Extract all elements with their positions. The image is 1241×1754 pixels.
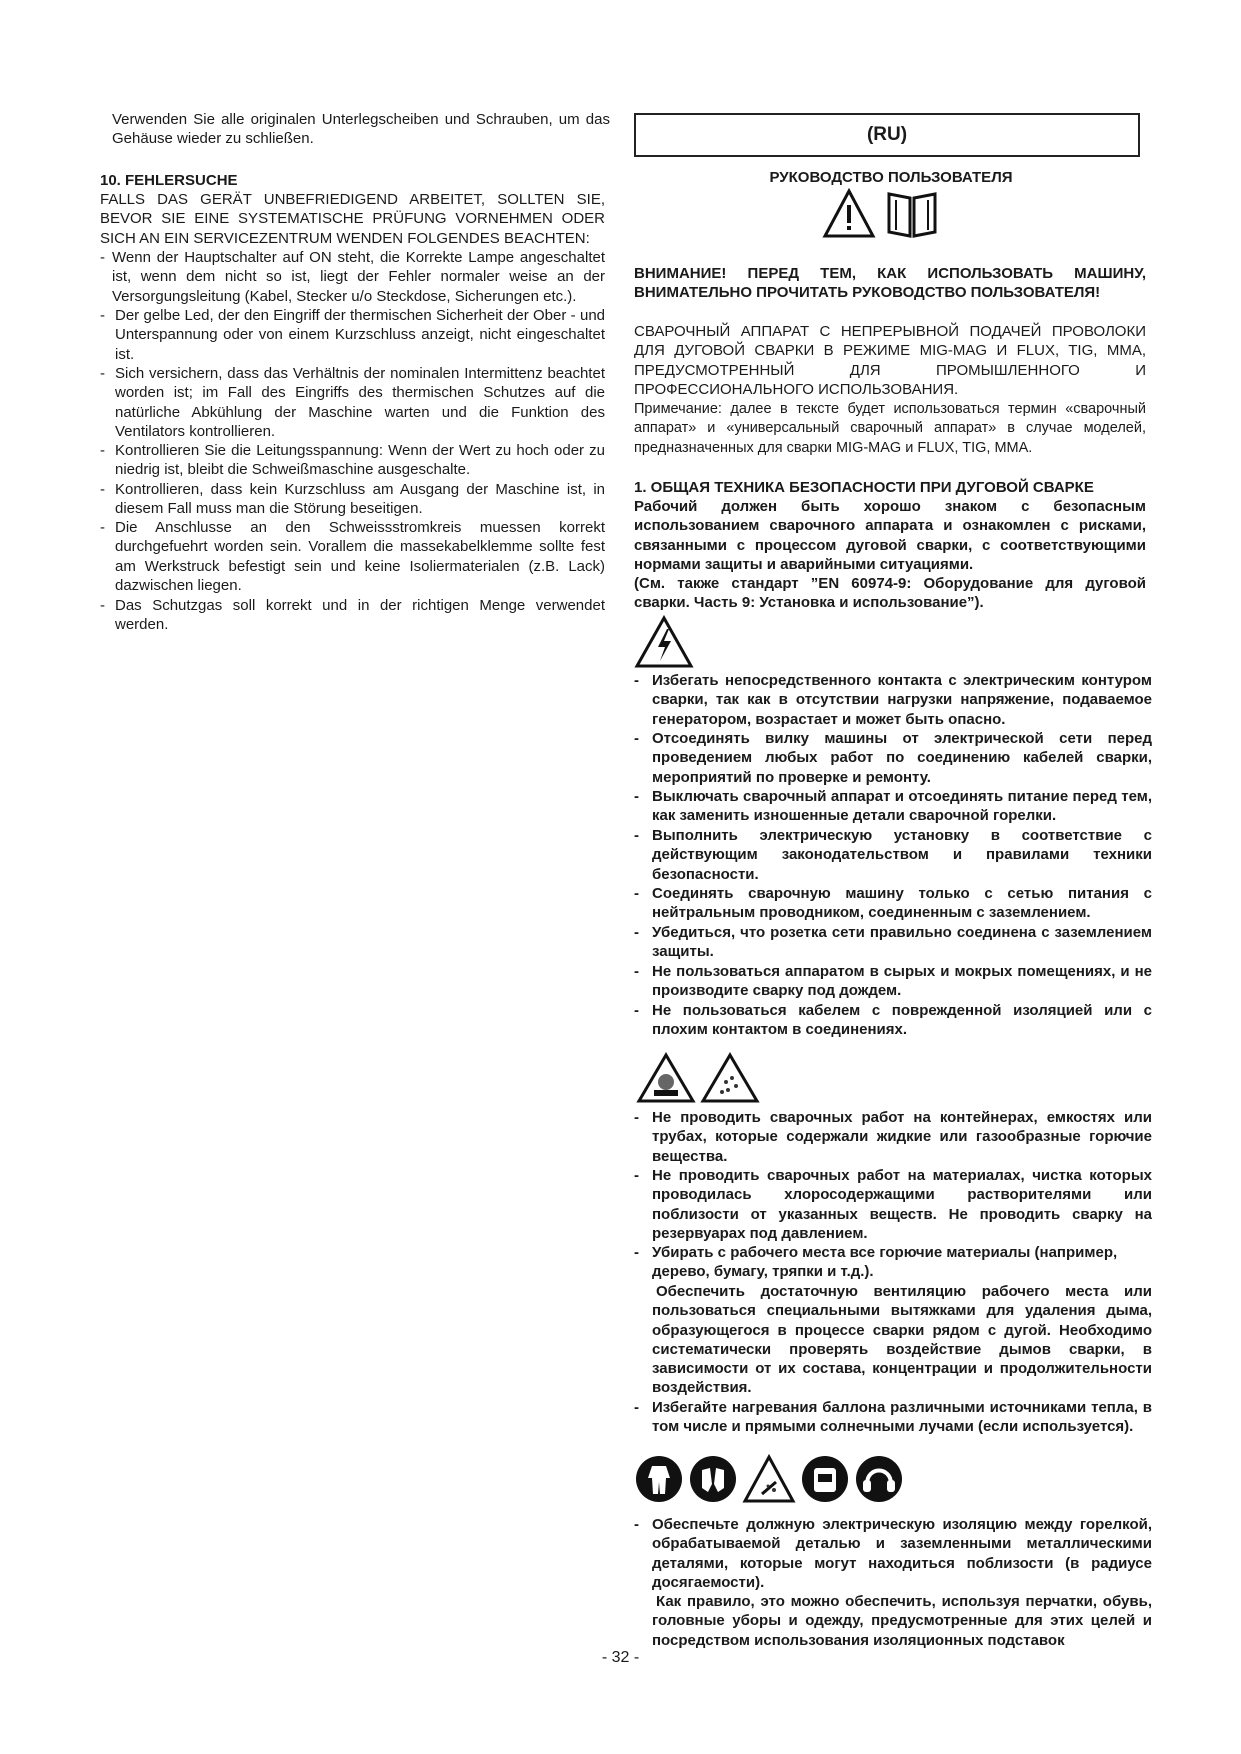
list-dash: - bbox=[100, 519, 105, 536]
ventilation-text: Обеспечить достаточную вентиляцию рабочего места или пользоваться специальными вытяжками для удаления дыма, образующегося в процессе сварки рядом с дугой. Необходимо систематически проверять воздействие дымов сварки, в зависимости от их состава, концентрации и продолжительности воздействия. bbox=[652, 1283, 1152, 1397]
list-dash: - bbox=[634, 1516, 639, 1533]
list-item: Die Anschlusse an den Schweissstromkreis muessen korrekt durchgefuehrt worden sein. Vorallem die massekabelklemme sollte fest am Werkstruck befestigt sein und keine Isoliermaterialen (z.B. Lack) dazwischen liegen. bbox=[115, 519, 605, 594]
list-item: Не проводить сварочных работ на контейнерах, емкостях или трубах, которые содержали жидкие или газообразные горючие вещества. bbox=[652, 1109, 1152, 1165]
list-dash: - bbox=[634, 1399, 639, 1416]
warning-text: ВНИМАНИЕ! ПЕРЕД ТЕМ, КАК ИСПОЛЬЗОВАТЬ МАШИНУ, ВНИМАТЕЛЬНО ПРОЧИТАТЬ РУКОВОДСТВО ПОЛЬЗОВАТЕЛЯ! bbox=[634, 265, 1146, 302]
list-item: Sich versichern, dass das Verhältnis der nominalen Intermittenz beachtet worden ist; im Fall des Eingriffs des thermischen Schutzes auf die natürliche Abkühlung der Maschine warten und die Funktion des Ventilators kontrollieren. bbox=[115, 365, 605, 440]
list-item: Kontrollieren Sie die Leitungsspannung: Wenn der Wert zu hoch oder zu niedrig ist, bleibt die Schweißmaschine ausgeschalte. bbox=[115, 442, 605, 479]
list-item: Избегать непосредственного контакта с электрическим контуром сварки, так как в отсутствии нагрузки напряжение, подаваемое генератором, возрастает и может быть опасно. bbox=[652, 672, 1152, 728]
list-dash: - bbox=[634, 827, 639, 844]
list-item: Соединять сварочную машину только с сетью питания с нейтральным проводником, соединенным с заземлением. bbox=[652, 885, 1152, 922]
list-item: Обеспечьте должную электрическую изоляцию между горелкой, обрабатываемой деталью и заземленными металлическими деталями, которые могут находиться поблизости (в радиусе досягаемости). bbox=[652, 1516, 1152, 1591]
list-dash: - bbox=[100, 442, 105, 459]
list-item: Kontrollieren, dass kein Kurzschluss am Ausgang der Maschine ist, in diesem Fall muss man die Störung beseitigen. bbox=[115, 481, 605, 518]
language-box bbox=[634, 113, 1140, 157]
fire-hazard-icon bbox=[700, 1052, 760, 1104]
list-item: Выполнить электрическую установку в соответствие с действующим законодательством и правилами техники безопасности. bbox=[652, 827, 1152, 883]
list-item: Не проводить сварочных работ на материалах, чистка которых проводилась хлоросодержащими растворителями или поблизости от указанных веществ. Не проводить сварку на резервуарах под давлением. bbox=[652, 1167, 1152, 1242]
list-dash: - bbox=[100, 249, 105, 266]
list-dash: - bbox=[634, 1167, 639, 1184]
list-dash: - bbox=[634, 885, 639, 902]
list-dash: - bbox=[634, 963, 639, 980]
list-dash: - bbox=[634, 672, 639, 689]
list-dash: - bbox=[100, 597, 105, 614]
machine-description: СВАРОЧНЫЙ АППАРАТ С НЕПРЕРЫВНОЙ ПОДАЧЕЙ ПРОВОЛОКИ ДЛЯ ДУГОВОЙ СВАРКИ В РЕЖИМЕ MIG-MAG И FLUX, TIG, MMA, ПРЕДУСМОТРЕННЫЙ ДЛЯ ПРОМЫШЛЕННОГО И ПРОФЕССИОНАЛЬНОГО ИСПОЛЬЗОВАНИЯ. bbox=[634, 323, 1146, 398]
list-item: Выключать сварочный аппарат и отсоединять питание перед тем, как заменить изношенные детали сварочной горелки. bbox=[652, 788, 1152, 825]
electric-shock-icon bbox=[634, 615, 694, 669]
list-item: Не пользоваться кабелем с поврежденной изоляцией или с плохим контактом в соединениях. bbox=[652, 1002, 1152, 1039]
section-intro-fehlersuche: FALLS DAS GERÄT UNBEFRIEDIGEND ARBEITET, SOLLTEN SIE, BEVOR SIE EINE SYSTEMATISCHE PRÜFUNG VORNEHMEN ODER SICH AN EIN SERVICEZENTRUM WENDEN FOLGENDES BEACHTEN: bbox=[100, 191, 605, 247]
list-dash: - bbox=[634, 1109, 639, 1126]
warning-triangle-icon bbox=[822, 188, 876, 240]
face-shield-icon bbox=[800, 1454, 850, 1504]
list-item: Das Schutzgas soll korrekt und in der richtigen Menge verwendet werden. bbox=[115, 597, 605, 634]
list-dash: - bbox=[634, 1244, 639, 1261]
list-item: Der gelbe Led, der den Eingriff der thermischen Sicherheit der Ober - und Unterspannung oder von einem Kurzschluss anzeigt, nicht eingeschaltet ist. bbox=[115, 307, 605, 363]
list-dash: - bbox=[100, 481, 105, 498]
sparks-hazard-icon bbox=[742, 1454, 796, 1504]
page-number: - 32 - bbox=[601, 1649, 640, 1666]
explosion-hazard-icon bbox=[636, 1052, 696, 1104]
list-item: Не пользоваться аппаратом в сырых и мокрых помещениях, и не производите сварку под дождем. bbox=[652, 963, 1152, 1000]
gloves-icon bbox=[688, 1454, 738, 1504]
standard-reference: (См. также стандарт ”EN 60974-9: Оборудование для дуговой сварки. Часть 9: Установка и использование”). bbox=[634, 575, 1146, 612]
list-dash: - bbox=[100, 307, 105, 324]
section-title-fehlersuche: 10. FEHLERSUCHE bbox=[100, 172, 238, 189]
list-dash: - bbox=[100, 365, 105, 382]
ear-protection-icon bbox=[854, 1454, 904, 1504]
manual-title: РУКОВОДСТВО ПОЛЬЗОВАТЕЛЯ bbox=[769, 169, 1013, 186]
list-item: Избегайте нагревания баллона различными источниками тепла, в том числе и прямыми солнечными лучами (если используется). bbox=[652, 1399, 1152, 1436]
section-title-safety: 1. ОБЩАЯ ТЕХНИКА БЕЗОПАСНОСТИ ПРИ ДУГОВОЙ СВАРКЕ bbox=[634, 479, 1094, 496]
list-dash: - bbox=[634, 924, 639, 941]
language-code: (RU) bbox=[866, 124, 908, 145]
list-dash: - bbox=[634, 788, 639, 805]
manual-book-icon bbox=[886, 188, 938, 240]
list-item: Wenn der Hauptschalter auf ON steht, die Korrekte Lampe angeschaltet ist, wenn dem nicht so ist, liegt der Fehler normaler weise an der Versorgungsleitung (Kabel, Stecker u/o Steckdose, Sicherungen etc.). bbox=[112, 249, 605, 305]
intro-text: Verwenden Sie alle originalen Unterlegscheiben und Schrauben, um das Gehäuse wieder zu schließen. bbox=[112, 111, 610, 148]
protective-clothing-icon bbox=[634, 1454, 684, 1504]
insulation-extra-text: Как правило, это можно обеспечить, используя перчатки, обувь, головные уборы и одежду, предусмотренные для этих целей и посредством использования изоляционных подставок bbox=[652, 1593, 1152, 1649]
note-text: Примечание: далее в тексте будет использоваться термин «сварочный аппарат» и «универсальный сварочный аппарат» в случае моделей, предназначенных для сварки MIG-MAG и FLUX, TIG, MMA. bbox=[634, 401, 1146, 456]
list-item: Убирать с рабочего места все горючие материалы (например, дерево, бумагу, тряпки и т.д.). bbox=[652, 1244, 1118, 1281]
section-intro-safety: Рабочий должен быть хорошо знаком с безопасным использованием сварочного аппарата и ознакомлен с рисками, связанными с процессом дуговой сварки, с соответствующими нормами защиты и аварийными ситуациями. bbox=[634, 498, 1146, 573]
list-item: Убедиться, что розетка сети правильно соединена с заземлением защиты. bbox=[652, 924, 1152, 961]
list-item: Отсоединять вилку машины от электрической сети перед проведением любых работ по соединению кабелей сварки, мероприятий по проверке и ремонту. bbox=[652, 730, 1152, 786]
list-dash: - bbox=[634, 1002, 639, 1019]
list-dash: - bbox=[634, 730, 639, 747]
